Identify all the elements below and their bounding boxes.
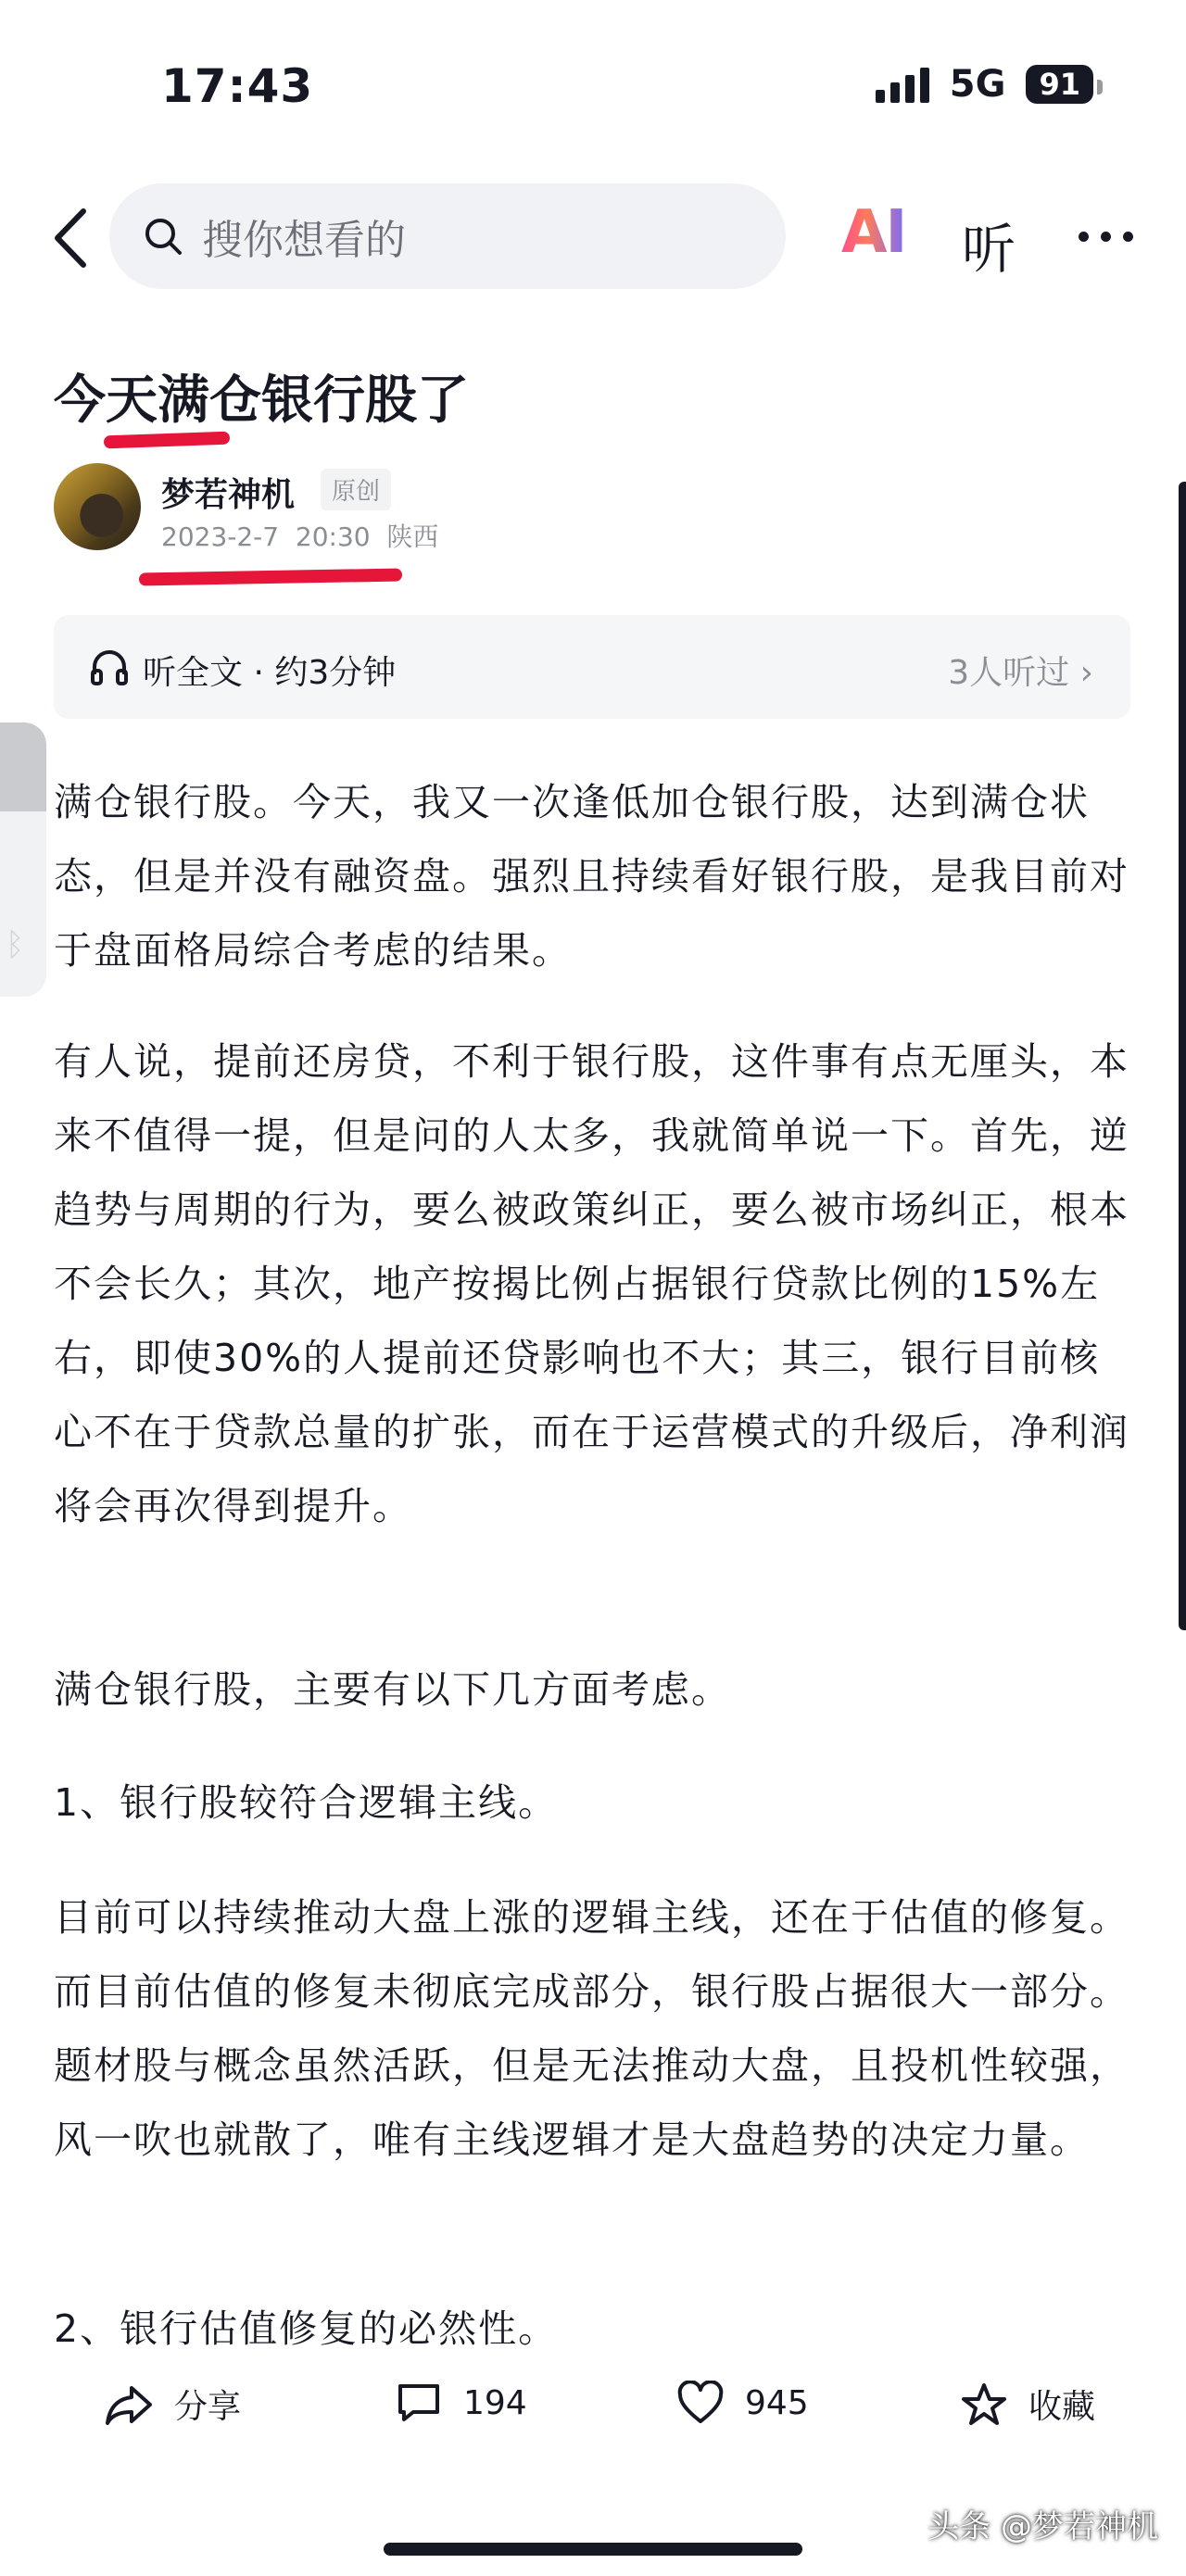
star-icon xyxy=(960,2381,1008,2428)
paragraph: 目前可以持续推动大盘上涨的逻辑主线，还在于估值的修复。而目前估值的修复未彻底完成部分，银行股占据很大一部分。题材股与概念虽然活跃，但是无法推动大盘，且投机性较强，风一吹也就散了，唯有主线逻辑才是大盘趋势的决定力量。 xyxy=(54,1895,1129,2162)
battery-icon xyxy=(1026,65,1093,104)
search-input[interactable] xyxy=(109,183,786,289)
search-icon xyxy=(143,216,183,257)
watermark: 头条 @梦若神机 xyxy=(927,2508,1158,2545)
status-time: 17:43 xyxy=(161,59,314,113)
article-title: 今天满仓银行股了 xyxy=(54,371,469,431)
share-label: 分享 xyxy=(174,2388,242,2426)
status-indicators xyxy=(876,63,1093,106)
publish-date: 2023-2-7 xyxy=(161,521,280,552)
listen-button[interactable]: 听 xyxy=(962,218,1016,281)
author-name[interactable]: 梦若神机 xyxy=(161,476,296,514)
paragraph: 2、银行估值修复的必然性。 xyxy=(54,2306,559,2351)
bluetooth-icon: ᛒ xyxy=(6,926,25,963)
comment-count: 194 xyxy=(463,2383,527,2422)
home-indicator[interactable] xyxy=(384,2543,802,2556)
listen-full-label: 听全文 · 约3分钟 xyxy=(143,654,397,692)
paragraph: 满仓银行股。今天，我又一次逢低加仓银行股，达到满仓状态，但是并没有融资盘。强烈且持续看好银行股，是我目前对于盘面格局综合考虑的结果。 xyxy=(54,780,1129,973)
listen-count[interactable]: 3人听过 › xyxy=(948,654,1093,692)
publish-meta xyxy=(161,517,438,554)
comment-button[interactable] xyxy=(395,2381,527,2425)
favorite-label: 收藏 xyxy=(1028,2388,1096,2426)
back-icon[interactable] xyxy=(46,206,102,270)
paragraph: 有人说，提前还房贷，不利于银行股，这件事有点无厘头，本来不值得一提，但是问的人太多，我就简单说一下。首先，逆趋势与周期的行为，要么被政策纠正，要么被市场纠正，根本不会长久；其次，地产按揭比例占据银行贷款比例的15%左右，即使30%的人提前还贷影响也不大；其三，银行目前核心不在于贷款总量的扩张，而在于运营模式的升级后，净利润将会再次得到提升。 xyxy=(54,1039,1129,1528)
avatar[interactable] xyxy=(54,463,141,550)
share-icon xyxy=(104,2382,154,2427)
search-placeholder: 搜你想看的 xyxy=(202,217,406,264)
favorite-button[interactable] xyxy=(960,2381,1095,2428)
like-button[interactable] xyxy=(676,2381,809,2425)
original-badge: 原创 xyxy=(321,469,391,510)
comment-icon xyxy=(395,2381,443,2425)
paragraph: 满仓银行股，主要有以下几方面考虑。 xyxy=(54,1667,731,1712)
red-underline-mark xyxy=(104,432,230,449)
side-drawer-handle[interactable] xyxy=(0,723,46,997)
side-handle-knob xyxy=(0,723,46,811)
right-edge-bar xyxy=(1179,482,1186,1630)
red-underline-mark-2 xyxy=(139,569,402,586)
action-bar xyxy=(0,2381,1186,2455)
headphones-icon xyxy=(89,647,130,687)
publish-time: 20:30 xyxy=(295,521,371,552)
signal-icon xyxy=(876,66,929,103)
publish-location: 陕西 xyxy=(386,521,439,552)
battery-level: 91 xyxy=(1039,67,1080,102)
share-button[interactable] xyxy=(104,2381,241,2428)
heart-icon xyxy=(676,2381,725,2425)
paragraph: 1、银行股较符合逻辑主线。 xyxy=(54,1780,559,1825)
listen-full-bar[interactable] xyxy=(54,615,1130,719)
like-count: 945 xyxy=(745,2383,809,2422)
ai-button[interactable]: AI xyxy=(841,198,906,267)
network-type: 5G xyxy=(949,63,1006,106)
more-icon[interactable] xyxy=(1079,232,1133,242)
